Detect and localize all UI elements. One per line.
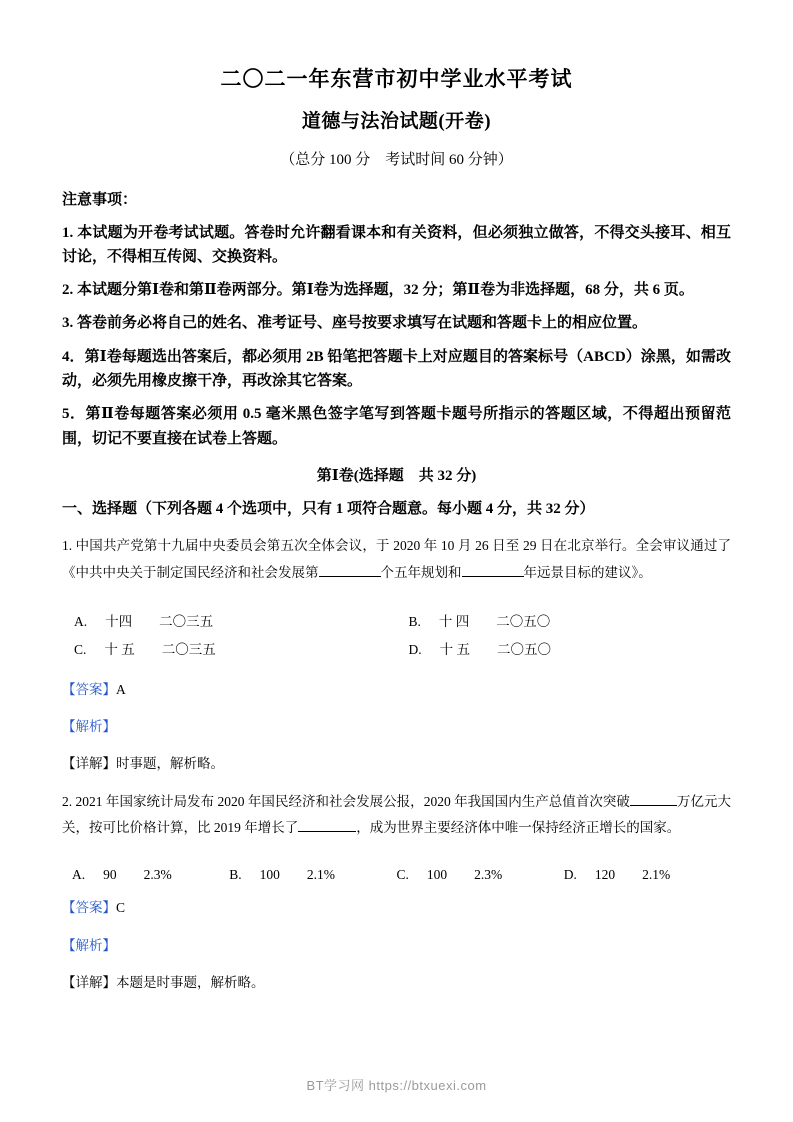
option-item-b — [397, 608, 732, 636]
notice-item-2: 2. 本试题分第Ⅰ卷和第Ⅱ卷两部分。第Ⅰ卷为选择题，32 分；第Ⅱ卷为非选择题，68 分，共 6 页。 — [62, 282, 694, 299]
detail-tag: 【详解】 — [62, 974, 116, 990]
fill-blank — [298, 831, 356, 832]
option-item-c — [62, 636, 397, 664]
option-label: B. — [229, 867, 242, 883]
option-row — [62, 636, 731, 664]
question-2-options — [62, 863, 731, 883]
question-2-answer — [62, 896, 731, 920]
option-text: 十四 二〇三五 — [105, 614, 214, 629]
notice-item-4: 4．第Ⅰ卷每题选出答案后，都必须用 2B 铅笔把答题卡上对应题目的答案标号（ABCD）涂黑，如需改动，必须先用橡皮擦干净，再改涂其它答案。 — [62, 348, 731, 389]
question-1-stem-part2: 个五年规划和 — [380, 564, 462, 580]
option-text: 100 2.3% — [426, 867, 503, 883]
option-item-b — [229, 863, 396, 883]
question-1-stem — [62, 533, 731, 586]
notice-item-3: 3. 答卷前务必将自己的姓名、准考证号、座号按要求填写在试题和答题卡上的相应位置。 — [62, 315, 648, 332]
fill-blank — [319, 576, 381, 577]
option-row — [62, 608, 731, 636]
option-item-c — [397, 863, 564, 883]
notice-heading: 注意事项： — [62, 191, 138, 208]
detail-text: 本题是时事题，解析略。 — [116, 974, 265, 990]
notice-item-1: 1. 本试题为开卷考试试题。答卷时允许翻看课本和有关资料，但必须独立做答，不得交头接耳、相互讨论，不得相互传阅、交换资料。 — [62, 224, 731, 265]
question-1-analysis — [62, 715, 731, 739]
option-text: 十 四 二〇五〇 — [438, 614, 551, 629]
question-2-detail — [62, 971, 731, 995]
answer-value: A — [116, 681, 126, 697]
question-2-analysis — [62, 934, 731, 958]
exam-title-subject: 道德与法治试题(开卷) — [301, 110, 492, 132]
exam-title-main: 二〇二一年东营市初中学业水平考试 — [220, 67, 573, 91]
option-text: 100 2.1% — [259, 867, 336, 883]
question-1-answer — [62, 678, 731, 702]
fill-blank — [630, 805, 677, 806]
fill-blank — [462, 576, 524, 577]
exam-score-time: （总分 100 分 考试时间 60 分钟） — [280, 152, 513, 168]
option-item-a — [62, 608, 397, 636]
answer-value: C — [116, 900, 126, 916]
question-2-stem-part1: 2. 2021 年国家统计局发布 2020 年国民经济和社会发展公报，2020 年我国国内生产总值首次突破 — [62, 793, 630, 809]
section-title: 第Ⅰ卷(选择题 共 32 分) — [316, 467, 477, 484]
question-1-stem-part3: 年远景目标的建议》。 — [523, 564, 652, 580]
question-2-stem — [62, 789, 731, 842]
question-2-stem-part3: ，成为世界主要经济体中唯一保持经济正增长的国家。 — [356, 819, 681, 835]
option-text: 120 2.1% — [594, 867, 671, 883]
option-label: D. — [408, 642, 422, 658]
option-item-d — [397, 636, 732, 664]
option-label: A. — [74, 614, 88, 629]
detail-text: 时事题，解析略。 — [116, 756, 224, 772]
question-1-options — [62, 608, 731, 665]
option-item-d — [564, 863, 731, 883]
option-label: A. — [72, 867, 86, 883]
option-label: C. — [74, 642, 87, 658]
option-label: B. — [408, 614, 421, 629]
part-heading: 一、选择题（下列各题 4 个选项中，只有 1 项符合题意。每小题 4 分，共 32 分） — [62, 501, 595, 518]
answer-tag: 【答案】 — [62, 900, 116, 916]
option-label: C. — [396, 867, 409, 883]
option-text: 十 五 二〇五〇 — [439, 642, 551, 658]
page-footer-watermark: BT学习网 https://btxuexi.com — [306, 1078, 487, 1093]
option-text: 90 2.3% — [103, 867, 172, 883]
analysis-tag: 【解析】 — [62, 718, 116, 734]
option-text: 十 五 二〇三五 — [104, 642, 216, 658]
question-1-stem-part1: 1. 中国共产党第十九届中央委员会第五次全体会议，于 2020 年 10 月 26 日至 29 日在北京举行。全会审议通过了《中共中央关于制定国民经济和社会发展第 — [62, 538, 731, 580]
detail-tag: 【详解】 — [62, 756, 116, 772]
option-label: D. — [563, 867, 577, 883]
notice-item-5: 5．第Ⅱ卷每题答案必须用 0.5 毫米黑色签字笔写到答题卡题号所指示的答题区域，不得超出预留范围，切记不要直接在试卷上答题。 — [62, 406, 731, 447]
question-1-detail — [62, 752, 731, 776]
option-item-a — [62, 863, 229, 883]
answer-tag: 【答案】 — [62, 681, 116, 697]
analysis-tag: 【解析】 — [62, 937, 116, 953]
question-2-stem-part2: 万亿元大关，按可比价格计算，比 2019 年增长了 — [62, 793, 731, 835]
